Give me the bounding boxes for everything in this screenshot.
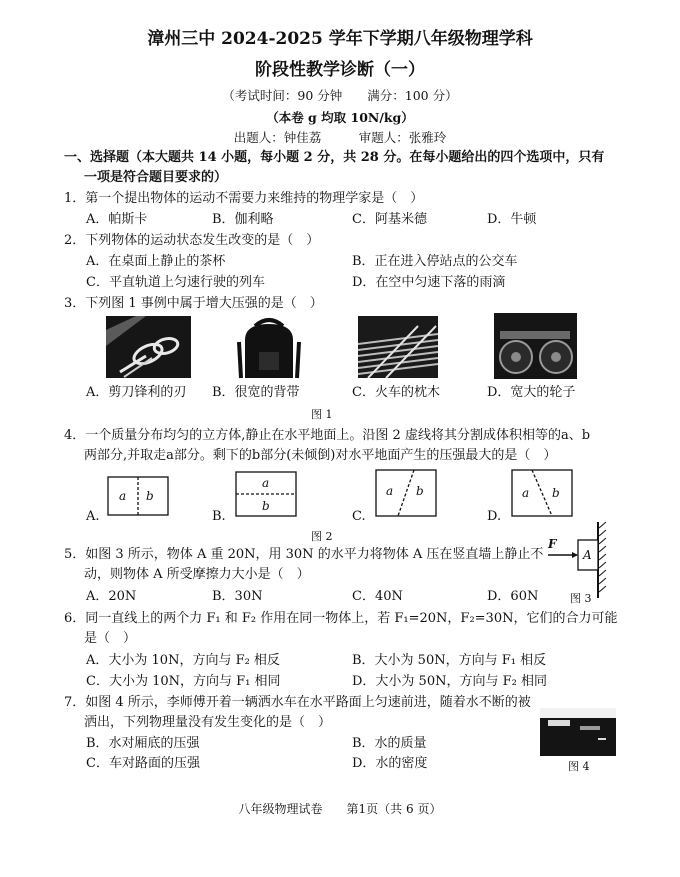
- question-2-option-b: B．正在进入停站点的公交车: [352, 254, 518, 269]
- force-label: F: [548, 537, 557, 551]
- question-4-option-b: B.: [212, 509, 226, 524]
- g-note: （本卷 g 均取 10N/kg）: [266, 110, 414, 125]
- question-4-option-a: A.: [86, 509, 100, 524]
- question-6-option-d: D．大小为 50N，方向与 F₂ 相同: [352, 674, 547, 689]
- cube-diagram-b: [234, 470, 298, 518]
- figure-2-caption: 图 2: [311, 530, 333, 543]
- cube-diagram-d: [510, 468, 574, 518]
- label-a: a: [522, 486, 530, 500]
- figure-4-caption: 图 4: [568, 760, 590, 773]
- block-label: A: [583, 548, 592, 562]
- question-3-stem: 3．下列图 1 事例中属于增大压强的是（ ）: [64, 296, 323, 311]
- section-heading-line2: 一项是符合题目要求的）: [84, 170, 228, 185]
- question-1-stem: 1．第一个提出物体的运动不需要力来维持的物理学家是（ ）: [64, 191, 424, 206]
- question-7-stem-line2: 洒出，下列物理量没有发生变化的是（ ）: [84, 715, 332, 730]
- question-4-option-d: D.: [487, 509, 502, 524]
- question-5-option-d: D．60N: [487, 589, 539, 604]
- question-6-stem-line1: 6．同一直线上的两个力 F₁ 和 F₂ 作用在同一物体上，若 F₁=20N，F₂=30N，它们的合力可能: [64, 611, 618, 626]
- question-7-option-d: D．水的密度: [352, 756, 428, 771]
- cube-diagram-c: [374, 468, 438, 518]
- page-footer: 八年级物理试卷 第1页（共 6 页）: [238, 802, 442, 816]
- question-7-option-a: B．水对厢底的压强: [86, 736, 200, 751]
- label-a: a: [119, 489, 127, 503]
- label-a: a: [386, 484, 394, 498]
- question-6-stem-line2: 是（ ）: [84, 631, 137, 646]
- question-5-option-a: A．20N: [86, 589, 137, 604]
- question-4-option-c: C.: [352, 509, 366, 524]
- question-3-option-c: C．火车的枕木: [352, 385, 440, 400]
- label-b: b: [552, 486, 560, 500]
- question-4-stem-line2: 两部分,并取走a部分。剩下的b部分(未倾倒)对水平地面产生的压强最大的是（ ）: [84, 448, 557, 463]
- railway-sleepers-photo: [358, 316, 438, 378]
- question-2-option-d: D．在空中匀速下落的雨滴: [352, 275, 506, 290]
- question-1-option-a: A．帕斯卡: [86, 212, 148, 227]
- cube-diagram-a: [106, 475, 170, 517]
- sprinkler-truck-photo: [540, 708, 616, 756]
- section-heading-line1: 一、选择题（本大题共 14 小题，每小题 2 分，共 28 分。在每小题给出的四个选项中，只有: [64, 150, 605, 165]
- question-6-option-a: A．大小为 10N，方向与 F₂ 相反: [86, 653, 280, 668]
- exam-info: （考试时间：90 分钟 满分：100 分）: [222, 88, 458, 103]
- question-5-stem-line2: 动，则物体 A 所受摩擦力大小是（ ）: [84, 567, 310, 582]
- question-2-option-a: A．在桌面上静止的茶杯: [86, 254, 226, 269]
- label-a: a: [262, 476, 270, 490]
- exam-subtitle: 阶段性教学诊断（一）: [255, 60, 425, 80]
- label-b: b: [146, 489, 154, 503]
- question-3-option-b: B．很宽的背带: [212, 385, 300, 400]
- question-4-stem-line1: 4．一个质量分布均匀的立方体,静止在水平地面上。沿图 2 虚线将其分割成体积相等的a、b: [64, 428, 591, 443]
- question-1-option-b: B．伽利略: [212, 212, 274, 227]
- figure-3-caption: 图 3: [570, 592, 592, 605]
- question-7-option-b: B．水的质量: [352, 736, 427, 751]
- question-5-option-b: B．30N: [212, 589, 263, 604]
- question-5-stem-line1: 5．如图 3 所示，物体 A 重 20N，用 30N 的水平力将物体 A 压在竖直墙上静止不: [64, 547, 544, 562]
- label-b: b: [416, 484, 424, 498]
- question-1-option-d: D．牛顿: [487, 212, 537, 227]
- exam-title: 漳州三中 2024-2025 学年下学期八年级物理学科: [147, 29, 533, 49]
- question-6-option-b: B．大小为 50N，方向与 F₁ 相反: [352, 653, 547, 668]
- figure-3-diagram: [542, 520, 614, 600]
- question-5-option-c: C．40N: [352, 589, 403, 604]
- question-6-option-c: C．大小为 10N，方向与 F₁ 相同: [86, 674, 281, 689]
- question-3-option-a: A．剪刀锋利的刃: [86, 385, 187, 400]
- question-7-stem-line1: 7．如图 4 所示，李师傅开着一辆洒水车在水平路面上匀速前进，随着水不断的被: [64, 695, 531, 710]
- question-2-stem: 2．下列物体的运动状态发生改变的是（ ）: [64, 233, 320, 248]
- scissors-photo: [106, 316, 191, 378]
- tractor-wheel-photo: [494, 313, 577, 379]
- backpack-photo: [233, 312, 305, 380]
- figure-1-caption: 图 1: [311, 408, 333, 421]
- question-7-option-c: C．车对路面的压强: [86, 756, 200, 771]
- question-1-option-c: C．阿基米德: [352, 212, 427, 227]
- label-b: b: [262, 499, 270, 513]
- question-2-option-c: C．平直轨道上匀速行驶的列车: [86, 275, 265, 290]
- setters: 出题人：钟佳荔 审题人：张雅玲: [233, 130, 447, 145]
- question-3-option-d: D．宽大的轮子: [487, 385, 576, 400]
